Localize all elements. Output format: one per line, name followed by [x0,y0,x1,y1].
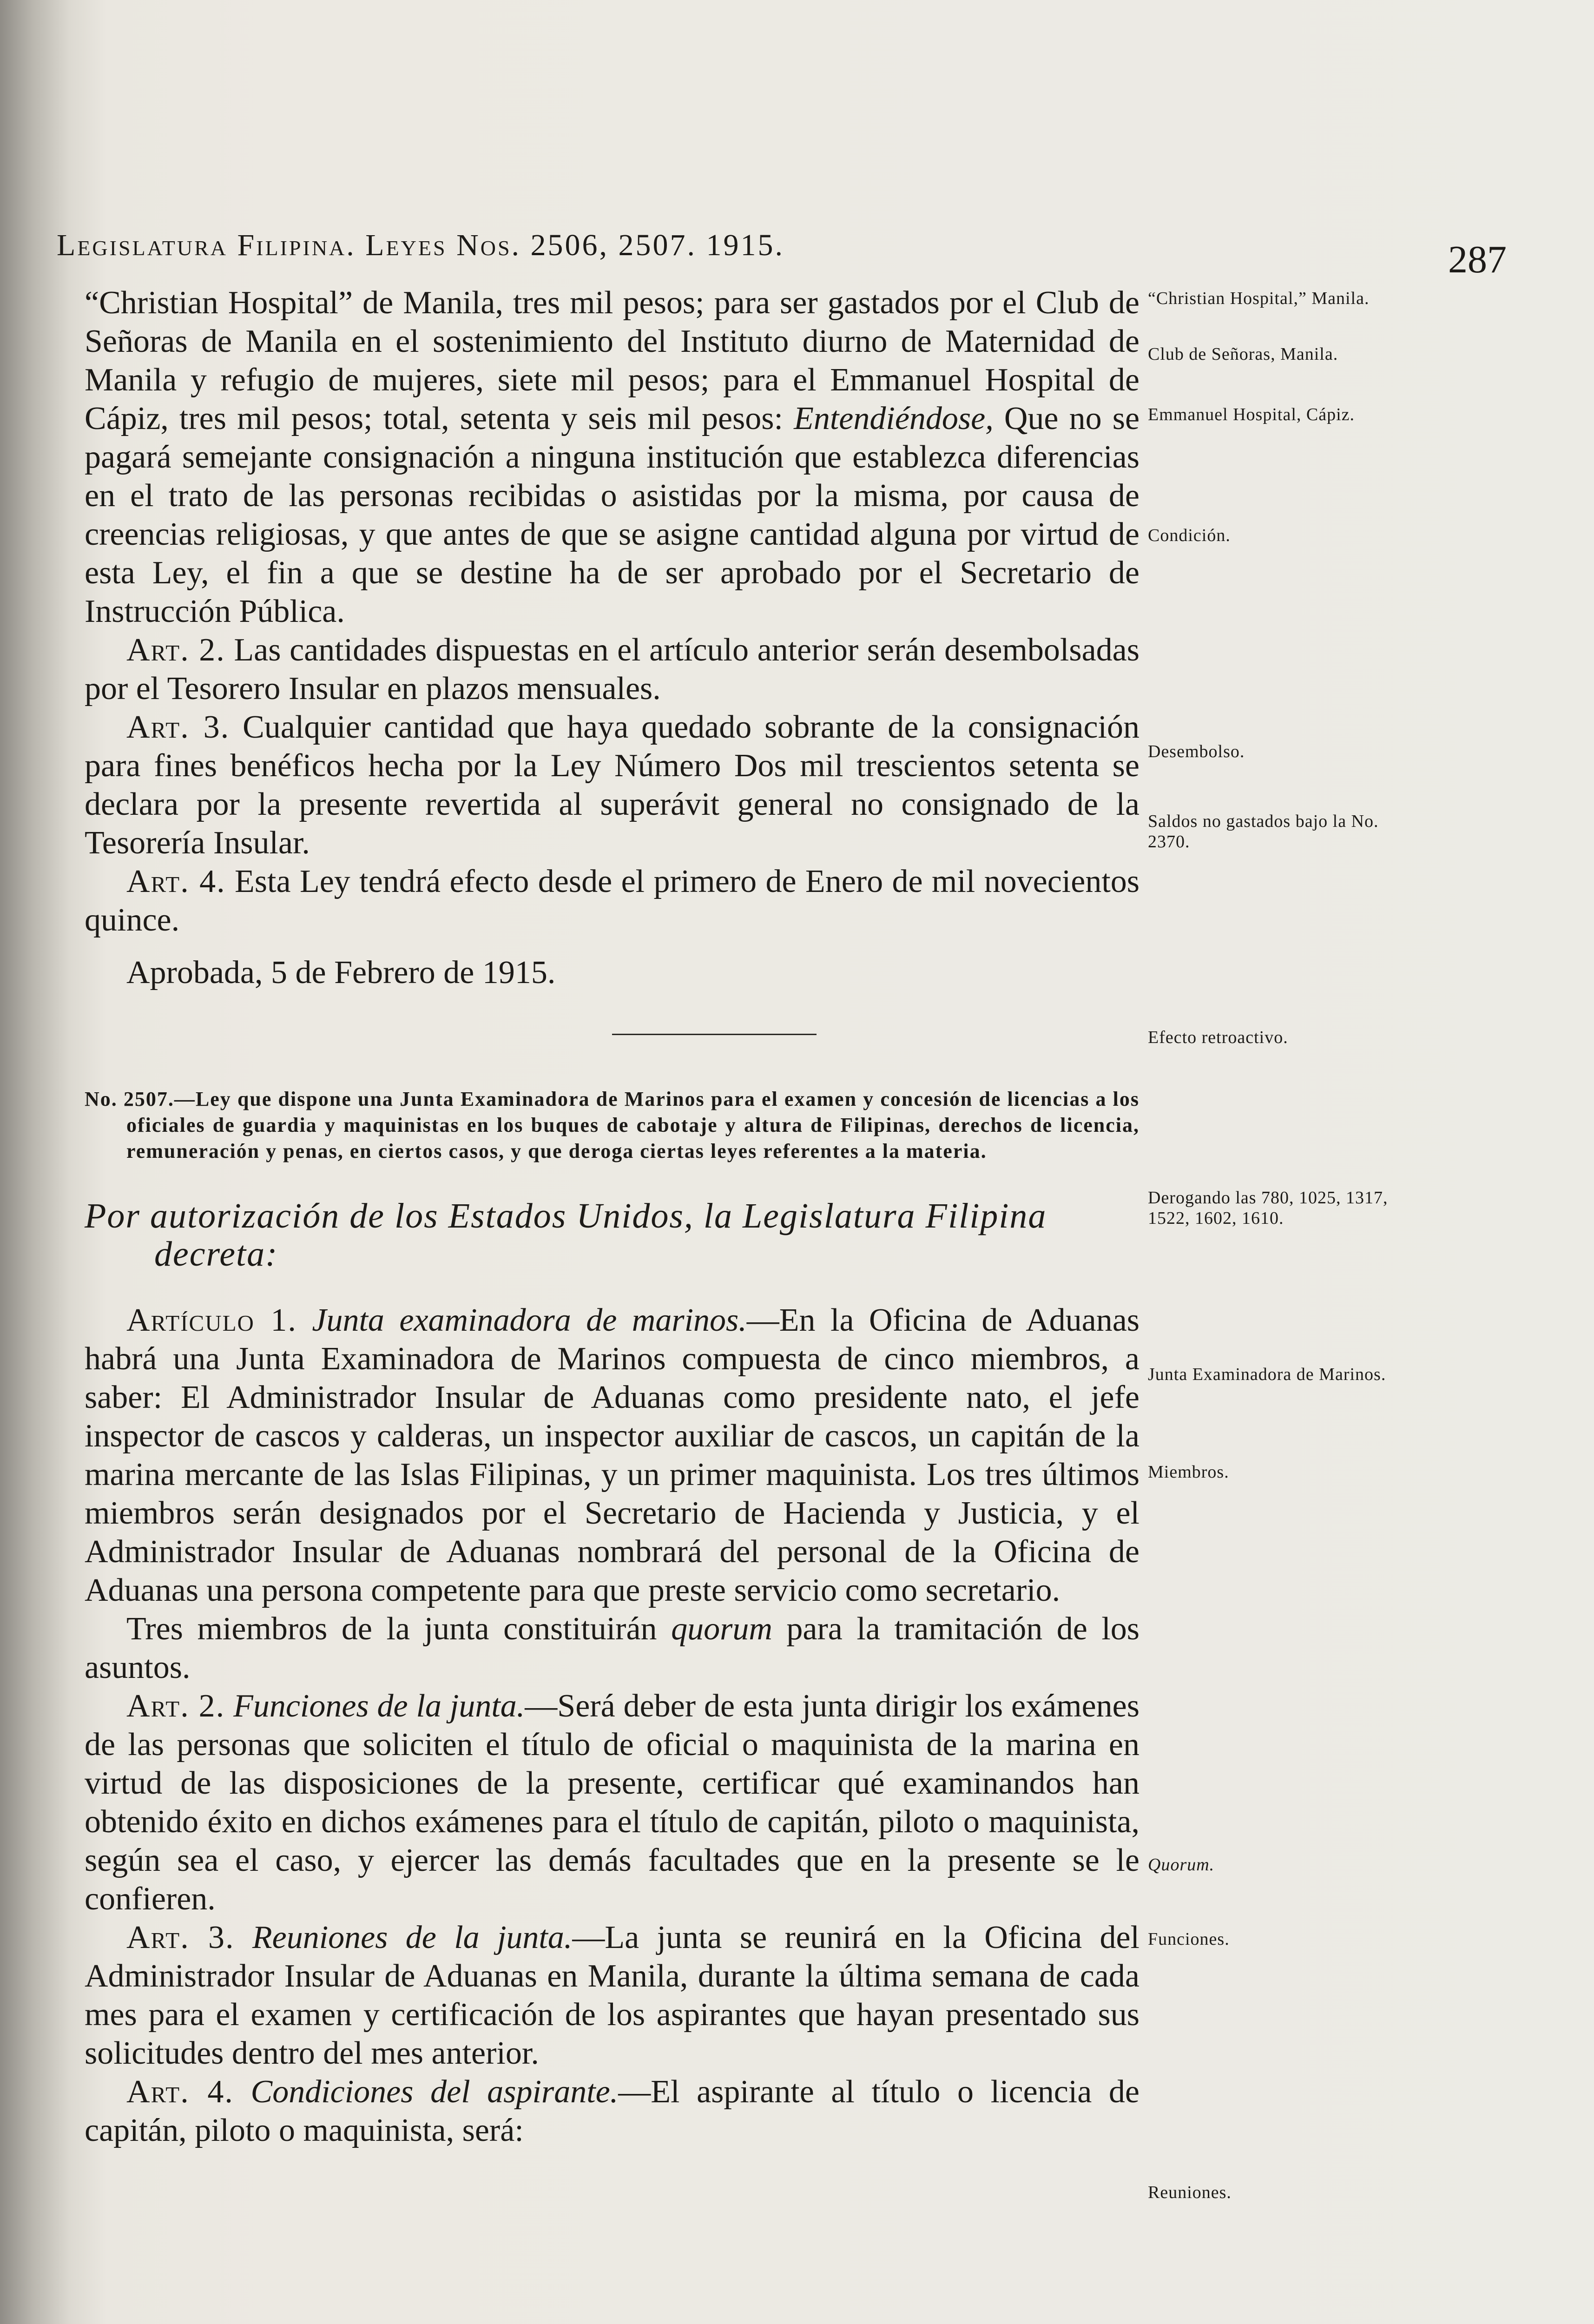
margin-note-saldos: Saldos no gastados bajo la No. 2370. [1148,812,1379,852]
article-text: Esta Ley tendrá efecto desde el primero de Enero de mil novecientos quince. [85,864,1140,938]
proviso-label: Entendiéndose, [794,401,994,436]
law-2507-article-1 [85,1301,1140,1610]
margin-note-efecto: Efecto retroactivo. [1148,1028,1288,1047]
quorum-text-post: para la tramitación de los asuntos. [85,1611,1140,1685]
appropriation-paragraph [85,284,1140,631]
margin-notes [1148,0,1408,2324]
article-text: —Será deber de esta junta dirigir los exámenes de las personas que soliciten el título de oficial o maquinista de la marina en virtud de las disposiciones de la presente, certificar qué examinandos han obtenido éxito en dichos exámenes para el título de capitán, piloto o maquinista, según sea el caso, y ejercer las demás facultades que en la presente se le confieren. [85,1688,1140,1917]
page-number: 287 [1448,238,1507,281]
enacting-clause: Por autorización de los Estados Unidos, la Legislatura Filipina decreta: [85,1196,1047,1274]
article-label: Art. 3. [126,709,230,745]
law-2506-continuation [85,284,1140,992]
appropriation-text: “Christian Hospital” de Manila, tres mil pesos; para ser gastados por el Club de Señoras de Manila en el sostenimiento del Instituto diurno de Maternidad de Manila y refugio de mujeres, siete mil pesos; para el Emmanuel Hospital de Cápiz, tres mil pesos; total, setenta y seis mil pesos: [85,285,1140,436]
article-label: Art. 2. [126,1688,225,1724]
margin-note-reuniones: Reuniones. [1148,2183,1232,2202]
margin-note-miembros: Miembros. [1148,1462,1229,1482]
law-2506-article-2 [85,631,1140,708]
margin-note-condicion: Condición. [1148,526,1231,545]
law-2507-body [85,1301,1140,2150]
margin-note-emmanuel-hospital: Emmanuel Hospital, Cápiz. [1148,405,1355,424]
article-label: Art. 4. [126,2074,234,2110]
article-label: Art. 3. [126,1920,235,1955]
article-label: Artículo 1. [126,1302,297,1338]
article-text: Cualquier cantidad que haya quedado sobrante de la consignación para fines benéficos hecha por la Ley Número Dos mil trescientos setenta se declara por la presente revertida al superávit general no consignado de la Tesorería Insular. [85,709,1140,861]
running-head: Legislatura Filipina. Leyes Nos. 2506, 2507. 1915. [57,228,785,262]
quorum-text-pre: Tres miembros de la junta constituirán [126,1611,657,1647]
approval-line: Aprobada, 5 de Febrero de 1915. [126,955,556,990]
article-title: Funciones de la junta. [233,1688,525,1724]
quorum-word: quorum [671,1611,772,1647]
margin-note-christian-hospital: “Christian Hospital,” Manila. [1148,289,1370,308]
article-text: —La junta se reunirá en la Oficina del Administrador Insular de Aduanas en Manila, durante la última semana de cada mes para el examen y certificación de los aspirantes que hayan presentado sus solicitudes dentro del mes anterior. [85,1920,1140,2071]
law-2507-article-4 [85,2073,1140,2150]
main-text-column [85,284,1140,2150]
margin-note-club-senoras: Club de Señoras, Manila. [1148,344,1338,364]
law-2507-article-2 [85,1687,1140,1918]
proviso-text: Que no se pagará semejante consignación a ninguna institución que establezca diferencias en el trato de las personas recibidas o asistidas por la misma, por causa de creencias religiosas, y que antes de que se asigne cantidad alguna por virtud de esta Ley, el fin a que se destine ha de ser aprobado por el Secretario de Instrucción Pública. [85,401,1140,629]
law-2507-article-3 [85,1918,1140,2073]
law-2506-article-4 [85,862,1140,939]
quorum-paragraph [85,1610,1140,1687]
article-label: Art. 2. [126,632,225,668]
article-text: —En la Oficina de Aduanas habrá una Junta Examinadora de Marinos compuesta de cinco miembros, a saber: El Administrador Insular de Aduanas como presidente nato, el jefe inspector de cascos y calderas, un inspector auxiliar de cascos, un capitán de la marina mercante de las Islas Filipinas, y un primer maquinista. Los tres últimos miembros serán designados por el Secretario de Hacienda y Justicia, y el Administrador Insular de Aduanas nombrará del personal de la Oficina de Aduanas una persona competente para que preste servicio como secretario. [85,1302,1140,1608]
law-2507-heading: No. 2507.—Ley que dispone una Junta Examinadora de Marinos para el examen y concesión de licencias a los oficiales de guardia y maquinistas en los buques de cabotaje y altura de Filipinas, derechos de licencia, remuneración y penas, en ciertos casos, y que deroga ciertas leyes referentes a la materia. [85,1088,1140,1162]
section-divider [612,1034,817,1035]
margin-note-junta: Junta Examinadora de Marinos. [1148,1365,1386,1384]
margin-note-funciones: Funciones. [1148,1929,1230,1949]
article-title: Junta examinadora de marinos. [312,1302,747,1338]
article-title: Reuniones de la junta. [252,1920,573,1955]
article-text: Las cantidades dispuestas en el artículo anterior serán desembolsadas por el Tesorero Insular en plazos mensuales. [85,632,1140,706]
article-label: Art. 4. [126,864,226,899]
margin-note-desembolso: Desembolso. [1148,742,1245,761]
margin-note-quorum: Quorum. [1148,1855,1215,1875]
margin-note-derogando: Derogando las 780, 1025, 1317, 1522, 1602, 1610. [1148,1188,1388,1228]
law-2506-article-3 [85,708,1140,862]
article-title: Condiciones del aspirante. [250,2074,619,2110]
article-text: —El aspirante al título o licencia de capitán, piloto o maquinista, será: [85,2074,1140,2148]
